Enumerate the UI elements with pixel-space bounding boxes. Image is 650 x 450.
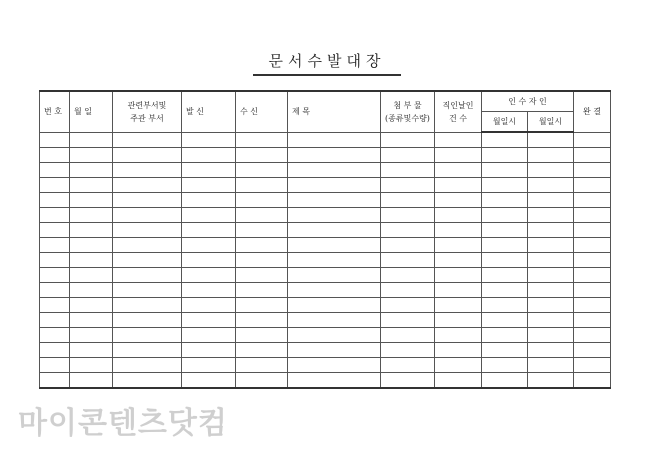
table-cell[interactable] xyxy=(70,328,113,343)
table-cell[interactable] xyxy=(435,298,482,313)
table-cell[interactable] xyxy=(288,253,381,268)
table-cell[interactable] xyxy=(381,358,435,373)
table-cell[interactable] xyxy=(528,132,574,148)
table-cell[interactable] xyxy=(381,343,435,358)
table-cell[interactable] xyxy=(70,358,113,373)
table-cell[interactable] xyxy=(482,283,528,298)
table-cell[interactable] xyxy=(381,283,435,298)
table-cell[interactable] xyxy=(70,253,113,268)
table-row xyxy=(40,298,611,313)
table-row xyxy=(40,358,611,373)
table-cell[interactable] xyxy=(574,268,611,283)
table-cell[interactable] xyxy=(113,343,182,358)
table-row xyxy=(40,238,611,253)
table-cell[interactable] xyxy=(113,373,182,389)
table-cell[interactable] xyxy=(40,223,70,238)
table-cell[interactable] xyxy=(528,358,574,373)
document-title: 문서수발대장 xyxy=(253,50,401,76)
col-department-line1: 관련부서및 xyxy=(127,100,167,110)
table-cell[interactable] xyxy=(288,178,381,193)
col-date: 월 일 xyxy=(70,91,113,132)
table-cell[interactable] xyxy=(482,193,528,208)
table-cell[interactable] xyxy=(113,178,182,193)
col-completed: 완 결 xyxy=(574,91,611,132)
table-cell[interactable] xyxy=(236,298,288,313)
table-cell[interactable] xyxy=(574,132,611,148)
table-row xyxy=(40,313,611,328)
table-cell[interactable] xyxy=(236,223,288,238)
table-cell[interactable] xyxy=(40,283,70,298)
table-cell[interactable] xyxy=(40,193,70,208)
table-cell[interactable] xyxy=(574,298,611,313)
table-cell[interactable] xyxy=(113,298,182,313)
table-cell[interactable] xyxy=(113,148,182,163)
table-cell[interactable] xyxy=(482,178,528,193)
table-cell[interactable] xyxy=(182,132,236,148)
table-cell[interactable] xyxy=(574,163,611,178)
table-cell[interactable] xyxy=(435,223,482,238)
table-cell[interactable] xyxy=(288,343,381,358)
watermark-text: 마이콘텐츠닷컴 xyxy=(18,406,228,441)
table-cell[interactable] xyxy=(40,313,70,328)
col-attachment-line1: 첨 부 물 xyxy=(393,100,422,110)
table-cell[interactable] xyxy=(40,148,70,163)
table-cell[interactable] xyxy=(182,328,236,343)
table-cell[interactable] xyxy=(236,253,288,268)
table-cell[interactable] xyxy=(113,253,182,268)
table-cell[interactable] xyxy=(40,298,70,313)
table-cell[interactable] xyxy=(40,163,70,178)
table-cell[interactable] xyxy=(574,208,611,223)
table-cell[interactable] xyxy=(435,343,482,358)
table-cell[interactable] xyxy=(381,193,435,208)
table-cell[interactable] xyxy=(574,283,611,298)
table-cell[interactable] xyxy=(381,148,435,163)
table-cell[interactable] xyxy=(236,313,288,328)
table-row xyxy=(40,132,611,148)
table-cell[interactable] xyxy=(40,373,70,389)
table-cell[interactable] xyxy=(182,148,236,163)
table-cell[interactable] xyxy=(574,373,611,389)
table-cell[interactable] xyxy=(435,148,482,163)
table-cell[interactable] xyxy=(182,163,236,178)
table-cell[interactable] xyxy=(381,268,435,283)
table-cell[interactable] xyxy=(574,343,611,358)
table-cell[interactable] xyxy=(70,298,113,313)
document-ledger-table xyxy=(39,90,611,389)
table-cell[interactable] xyxy=(482,328,528,343)
table-cell[interactable] xyxy=(113,283,182,298)
table-cell[interactable] xyxy=(381,253,435,268)
table-cell[interactable] xyxy=(528,238,574,253)
table-row xyxy=(40,193,611,208)
table-cell[interactable] xyxy=(70,238,113,253)
col-number: 번 호 xyxy=(40,91,70,132)
table-cell[interactable] xyxy=(482,268,528,283)
table-cell[interactable] xyxy=(482,298,528,313)
table-cell[interactable] xyxy=(182,238,236,253)
table-cell[interactable] xyxy=(236,238,288,253)
col-sender: 발 신 xyxy=(182,91,236,132)
table-cell[interactable] xyxy=(381,208,435,223)
table-row xyxy=(40,223,611,238)
table-cell[interactable] xyxy=(482,148,528,163)
col-department-line2: 주관 부서 xyxy=(130,113,164,123)
table-cell[interactable] xyxy=(288,238,381,253)
col-sign-datetime-1: 월일시 xyxy=(482,112,528,133)
table-cell[interactable] xyxy=(70,163,113,178)
table-cell[interactable] xyxy=(574,238,611,253)
table-cell[interactable] xyxy=(381,373,435,389)
table-cell[interactable] xyxy=(182,208,236,223)
table-cell[interactable] xyxy=(70,223,113,238)
table-cell[interactable] xyxy=(528,343,574,358)
table-cell[interactable] xyxy=(574,148,611,163)
table-cell[interactable] xyxy=(182,268,236,283)
table-cell[interactable] xyxy=(435,268,482,283)
table-cell[interactable] xyxy=(182,253,236,268)
table-cell[interactable] xyxy=(70,178,113,193)
table-cell[interactable] xyxy=(435,328,482,343)
table-cell[interactable] xyxy=(288,268,381,283)
table-cell[interactable] xyxy=(528,208,574,223)
table-row xyxy=(40,163,611,178)
table-cell[interactable] xyxy=(482,343,528,358)
table-cell[interactable] xyxy=(70,148,113,163)
table-cell[interactable] xyxy=(528,328,574,343)
table-cell[interactable] xyxy=(236,358,288,373)
col-recipient-sign: 인 수 자 인 xyxy=(482,91,574,112)
table-cell[interactable] xyxy=(236,328,288,343)
table-cell[interactable] xyxy=(435,373,482,389)
table-cell[interactable] xyxy=(70,132,113,148)
table-cell[interactable] xyxy=(482,313,528,328)
table-cell[interactable] xyxy=(288,208,381,223)
table-cell[interactable] xyxy=(435,193,482,208)
table-cell[interactable] xyxy=(236,148,288,163)
table-cell[interactable] xyxy=(182,178,236,193)
table-cell[interactable] xyxy=(288,132,381,148)
table-cell[interactable] xyxy=(113,358,182,373)
table-cell[interactable] xyxy=(70,208,113,223)
table-cell[interactable] xyxy=(236,283,288,298)
table-cell[interactable] xyxy=(528,268,574,283)
table-cell[interactable] xyxy=(288,298,381,313)
table-cell[interactable] xyxy=(40,268,70,283)
table-cell[interactable] xyxy=(435,313,482,328)
table-cell[interactable] xyxy=(113,132,182,148)
table-cell[interactable] xyxy=(182,313,236,328)
table-cell[interactable] xyxy=(435,283,482,298)
table-cell[interactable] xyxy=(288,148,381,163)
table-cell[interactable] xyxy=(528,223,574,238)
table-cell[interactable] xyxy=(574,178,611,193)
table-cell[interactable] xyxy=(381,298,435,313)
table-cell[interactable] xyxy=(528,373,574,389)
table-cell[interactable] xyxy=(288,373,381,389)
table-cell[interactable] xyxy=(113,193,182,208)
table-cell[interactable] xyxy=(70,313,113,328)
table-cell[interactable] xyxy=(288,193,381,208)
table-cell[interactable] xyxy=(435,163,482,178)
table-row xyxy=(40,343,611,358)
table-cell[interactable] xyxy=(40,208,70,223)
col-seal-count xyxy=(435,91,482,132)
table-cell[interactable] xyxy=(574,328,611,343)
table-cell[interactable] xyxy=(236,208,288,223)
table-cell[interactable] xyxy=(40,178,70,193)
table-cell[interactable] xyxy=(182,223,236,238)
ledger-body xyxy=(40,132,611,388)
table-cell[interactable] xyxy=(574,358,611,373)
table-cell[interactable] xyxy=(381,313,435,328)
table-cell[interactable] xyxy=(574,223,611,238)
table-cell[interactable] xyxy=(381,223,435,238)
table-cell[interactable] xyxy=(40,328,70,343)
table-cell[interactable] xyxy=(113,268,182,283)
table-cell[interactable] xyxy=(236,343,288,358)
table-cell[interactable] xyxy=(528,298,574,313)
table-cell[interactable] xyxy=(528,253,574,268)
table-cell[interactable] xyxy=(288,283,381,298)
table-cell[interactable] xyxy=(528,148,574,163)
table-cell[interactable] xyxy=(70,268,113,283)
table-cell[interactable] xyxy=(528,283,574,298)
table-cell[interactable] xyxy=(236,132,288,148)
table-cell[interactable] xyxy=(528,178,574,193)
table-row xyxy=(40,283,611,298)
table-cell[interactable] xyxy=(482,163,528,178)
table-row xyxy=(40,208,611,223)
table-cell[interactable] xyxy=(574,313,611,328)
table-cell[interactable] xyxy=(528,313,574,328)
table-cell[interactable] xyxy=(288,328,381,343)
table-cell[interactable] xyxy=(435,132,482,148)
col-seal-count-line2: 건 수 xyxy=(449,113,467,123)
table-cell[interactable] xyxy=(70,193,113,208)
table-cell[interactable] xyxy=(113,313,182,328)
table-row xyxy=(40,253,611,268)
table-cell[interactable] xyxy=(288,223,381,238)
table-cell[interactable] xyxy=(70,283,113,298)
table-row xyxy=(40,148,611,163)
table-cell[interactable] xyxy=(482,253,528,268)
table-cell[interactable] xyxy=(113,238,182,253)
table-cell[interactable] xyxy=(435,238,482,253)
table-cell[interactable] xyxy=(528,193,574,208)
table-cell[interactable] xyxy=(113,163,182,178)
table-cell[interactable] xyxy=(182,343,236,358)
col-sign-datetime-2: 월일시 xyxy=(528,112,574,133)
table-cell[interactable] xyxy=(182,373,236,389)
table-cell[interactable] xyxy=(113,208,182,223)
table-cell[interactable] xyxy=(381,238,435,253)
table-cell[interactable] xyxy=(182,283,236,298)
table-cell[interactable] xyxy=(528,163,574,178)
table-cell[interactable] xyxy=(40,358,70,373)
table-row xyxy=(40,268,611,283)
col-department xyxy=(113,91,182,132)
table-cell[interactable] xyxy=(236,178,288,193)
table-row xyxy=(40,328,611,343)
col-subject: 제 목 xyxy=(288,91,381,132)
table-cell[interactable] xyxy=(482,223,528,238)
table-cell[interactable] xyxy=(113,223,182,238)
table-cell[interactable] xyxy=(435,208,482,223)
table-cell[interactable] xyxy=(482,132,528,148)
table-cell[interactable] xyxy=(236,193,288,208)
table-cell[interactable] xyxy=(40,132,70,148)
table-cell[interactable] xyxy=(113,328,182,343)
table-cell[interactable] xyxy=(70,373,113,389)
table-cell[interactable] xyxy=(435,358,482,373)
table-cell[interactable] xyxy=(482,238,528,253)
table-cell[interactable] xyxy=(40,238,70,253)
table-cell[interactable] xyxy=(482,208,528,223)
table-cell[interactable] xyxy=(381,132,435,148)
table-cell[interactable] xyxy=(435,178,482,193)
table-cell[interactable] xyxy=(236,268,288,283)
table-cell[interactable] xyxy=(182,358,236,373)
col-seal-count-line1: 직인날인 xyxy=(442,100,474,110)
table-cell[interactable] xyxy=(574,253,611,268)
table-row xyxy=(40,178,611,193)
table-cell[interactable] xyxy=(435,253,482,268)
table-cell[interactable] xyxy=(182,298,236,313)
table-cell[interactable] xyxy=(288,163,381,178)
col-receiver: 수 신 xyxy=(236,91,288,132)
table-row xyxy=(40,373,611,389)
table-cell[interactable] xyxy=(482,358,528,373)
table-cell[interactable] xyxy=(40,253,70,268)
table-cell[interactable] xyxy=(236,163,288,178)
table-cell[interactable] xyxy=(381,163,435,178)
col-attachment xyxy=(381,91,435,132)
table-cell[interactable] xyxy=(288,358,381,373)
table-cell[interactable] xyxy=(381,178,435,193)
table-cell[interactable] xyxy=(70,343,113,358)
table-cell[interactable] xyxy=(40,343,70,358)
table-cell[interactable] xyxy=(482,373,528,389)
table-cell[interactable] xyxy=(182,193,236,208)
table-cell[interactable] xyxy=(288,313,381,328)
col-attachment-line2: (종류및수량) xyxy=(385,113,430,123)
table-cell[interactable] xyxy=(236,373,288,389)
table-cell[interactable] xyxy=(574,193,611,208)
table-cell[interactable] xyxy=(381,328,435,343)
